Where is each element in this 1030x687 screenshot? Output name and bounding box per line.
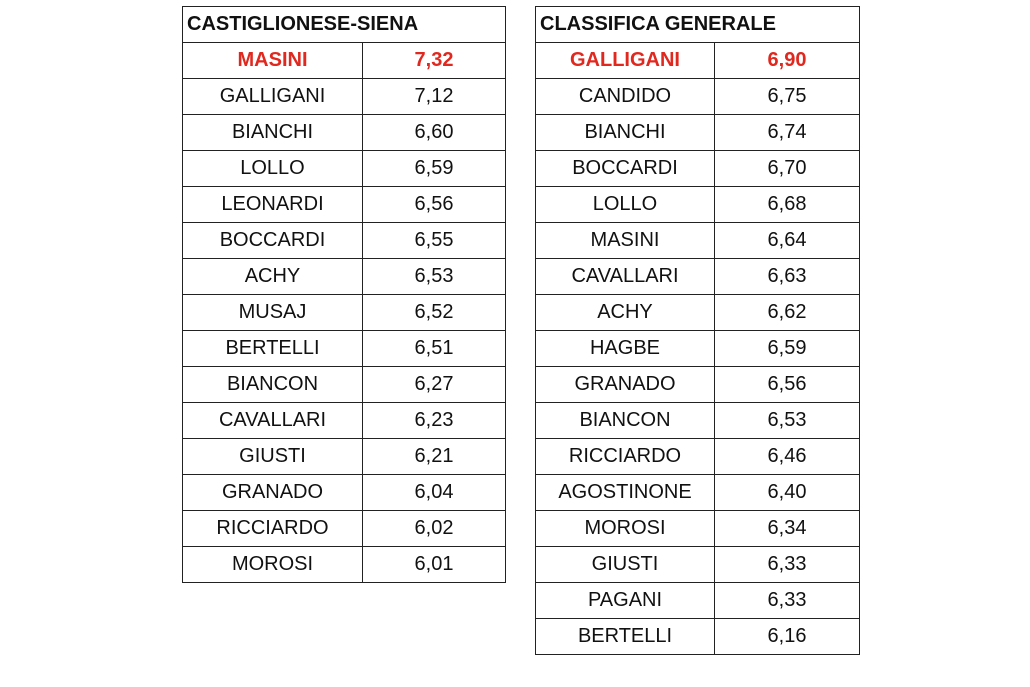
player-name: GRANADO [183,475,363,511]
table-row [536,151,860,187]
player-score: 6,63 [715,259,860,295]
player-name: BERTELLI [536,619,715,655]
player-name: GALLIGANI [536,43,715,79]
table-row [183,115,506,151]
player-name: HAGBE [536,331,715,367]
player-score: 6,60 [363,115,506,151]
player-score: 6,59 [715,331,860,367]
table-row [183,187,506,223]
player-name: MASINI [536,223,715,259]
table-header-row [536,7,860,43]
player-score: 6,64 [715,223,860,259]
player-name: AGOSTINONE [536,475,715,511]
player-name: LOLLO [183,151,363,187]
table-title: CLASSIFICA GENERALE [536,7,860,43]
player-score: 6,33 [715,547,860,583]
player-score: 7,32 [363,43,506,79]
table-row [183,547,506,583]
player-score: 6,90 [715,43,860,79]
player-score: 6,33 [715,583,860,619]
player-score: 6,34 [715,511,860,547]
player-score: 6,70 [715,151,860,187]
table-row [536,259,860,295]
player-score: 6,51 [363,331,506,367]
player-name: MASINI [183,43,363,79]
player-score: 6,21 [363,439,506,475]
table-row [536,403,860,439]
table-header-row [183,7,506,43]
player-score: 6,52 [363,295,506,331]
player-name: CANDIDO [536,79,715,115]
player-name: LEONARDI [183,187,363,223]
table-row [536,187,860,223]
table-row [183,79,506,115]
table-title: CASTIGLIONESE-SIENA [183,7,506,43]
player-name: MUSAJ [183,295,363,331]
table-row [536,547,860,583]
table-row [536,439,860,475]
player-name: GIUSTI [536,547,715,583]
player-score: 6,16 [715,619,860,655]
table-row [183,223,506,259]
player-name: BIANCHI [183,115,363,151]
player-name: ACHY [536,295,715,331]
table-row [536,79,860,115]
player-name: CAVALLARI [183,403,363,439]
table-row [536,475,860,511]
table-row [183,259,506,295]
player-score: 6,04 [363,475,506,511]
table-row [183,439,506,475]
player-score: 6,56 [363,187,506,223]
player-name: CAVALLARI [536,259,715,295]
table-row [536,115,860,151]
table-row [183,151,506,187]
player-score: 6,62 [715,295,860,331]
castiglionese-siena-table [182,6,506,583]
player-score: 6,27 [363,367,506,403]
classifica-generale-body [536,7,860,655]
player-score: 6,40 [715,475,860,511]
player-score: 6,75 [715,79,860,115]
table-row [183,511,506,547]
player-score: 6,56 [715,367,860,403]
player-name: BIANCON [536,403,715,439]
classifica-generale-table [535,6,860,655]
player-name: RICCIARDO [183,511,363,547]
player-score: 7,12 [363,79,506,115]
player-name: BIANCON [183,367,363,403]
player-name: MOROSI [183,547,363,583]
table-row [183,475,506,511]
player-score: 6,02 [363,511,506,547]
table-row [536,43,860,79]
player-score: 6,53 [715,403,860,439]
table-row [536,331,860,367]
castiglionese-siena-body [183,7,506,583]
player-name: BOCCARDI [536,151,715,187]
player-score: 6,01 [363,547,506,583]
player-name: GIUSTI [183,439,363,475]
player-score: 6,74 [715,115,860,151]
player-name: PAGANI [536,583,715,619]
player-score: 6,59 [363,151,506,187]
table-row [183,43,506,79]
player-score: 6,46 [715,439,860,475]
table-row [536,583,860,619]
table-row [183,331,506,367]
table-row [536,295,860,331]
table-row [536,367,860,403]
player-name: LOLLO [536,187,715,223]
player-score: 6,23 [363,403,506,439]
player-name: GRANADO [536,367,715,403]
table-row [183,295,506,331]
player-score: 6,55 [363,223,506,259]
player-name: BERTELLI [183,331,363,367]
player-name: ACHY [183,259,363,295]
player-name: MOROSI [536,511,715,547]
table-row [183,367,506,403]
table-row [536,619,860,655]
player-name: RICCIARDO [536,439,715,475]
player-name: BIANCHI [536,115,715,151]
player-name: BOCCARDI [183,223,363,259]
player-score: 6,53 [363,259,506,295]
table-row [183,403,506,439]
table-row [536,223,860,259]
player-score: 6,68 [715,187,860,223]
table-row [536,511,860,547]
player-name: GALLIGANI [183,79,363,115]
